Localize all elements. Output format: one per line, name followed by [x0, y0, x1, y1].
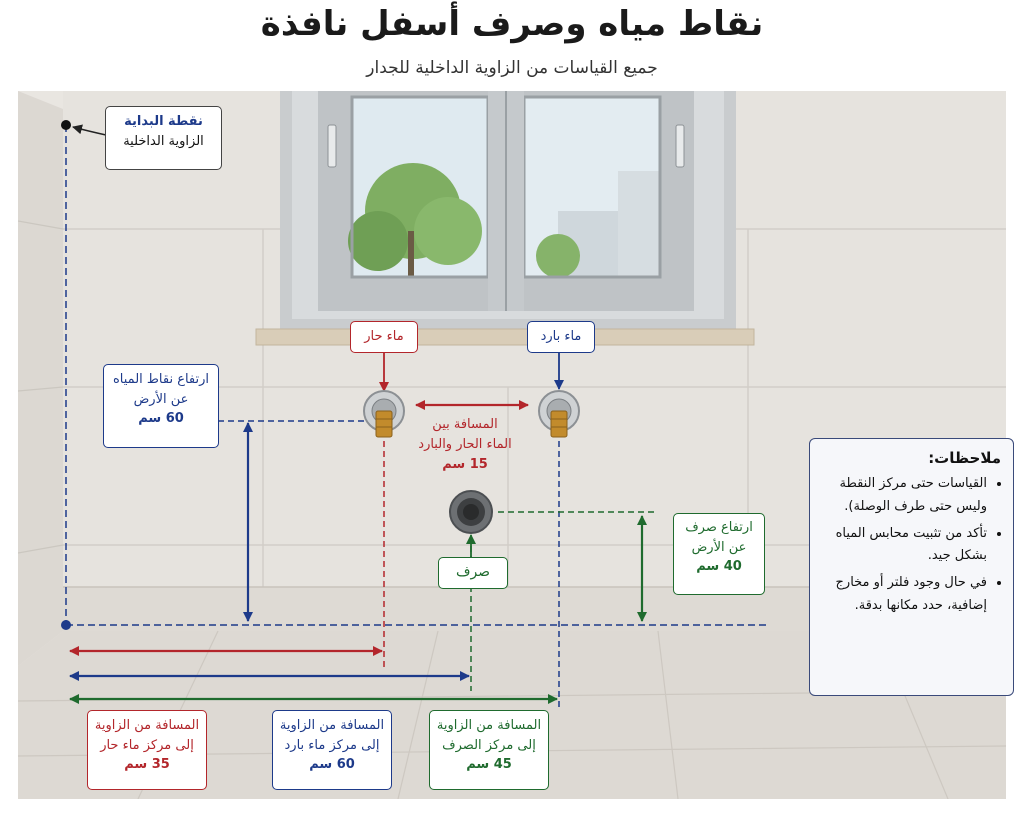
hot-cold-spacing-label: [405, 415, 525, 475]
notes-panel: [809, 438, 1014, 696]
drain-distance-value: 45 سم: [466, 757, 512, 772]
drain-height-value: 40 سم: [696, 559, 742, 574]
cold-distance-value: 60 سم: [309, 757, 355, 772]
drain-height-label: [673, 513, 765, 595]
water-height-line2: عن الأرض: [133, 391, 189, 407]
drain-height-line1: ارتفاع صرف: [685, 520, 753, 535]
water-height-label: [103, 364, 219, 448]
cold-distance-line2: إلى مركز ماء بارد: [284, 737, 380, 753]
hot-distance-label: [87, 710, 207, 790]
notes-item: • في حال وجود فلتر أو مخارج إضافية، حدد مكانها بدقة.: [822, 572, 987, 618]
drain-distance-label: [429, 710, 549, 790]
hot-water-label: ماء حار: [350, 321, 418, 353]
cold-distance-label: [272, 710, 392, 790]
spacing-line1: المسافة بين: [432, 417, 498, 432]
start-point-label: [105, 106, 222, 170]
cold-distance-line1: المسافة من الزاوية: [279, 718, 385, 733]
drain-height-line2: عن الأرض: [691, 539, 747, 555]
notes-list: [822, 473, 1001, 618]
drain-distance-line2: إلى مركز الصرف: [442, 737, 536, 753]
notes-title: ملاحظات:: [928, 449, 1001, 467]
spacing-value: 15 سم: [442, 457, 488, 473]
hot-distance-line2: إلى مركز ماء حار: [100, 737, 194, 753]
hot-distance-value: 35 سم: [124, 757, 170, 772]
notes-item: • تأكد من تثبيت محابس المياه بشكل جيد.: [822, 523, 987, 569]
page-subtitle: جميع القياسات من الزاوية الداخلية للجدار: [366, 58, 658, 78]
hot-distance-line1: المسافة من الزاوية: [94, 718, 200, 733]
cold-water-label: ماء بارد: [527, 321, 595, 353]
page-title: نقاط مياه وصرف أسفل نافذة: [260, 4, 764, 44]
drain-pipe: [450, 491, 492, 533]
drain-label: صرف: [438, 557, 508, 589]
water-height-line1: ارتفاع نقاط المياه: [112, 372, 210, 387]
start-point-subtitle: الزاوية الداخلية: [123, 133, 204, 149]
notes-item: • القياسات حتى مركز النقطة وليس حتى طرف الوصلة).: [822, 473, 987, 519]
start-point-title: نقطة البداية: [124, 114, 203, 129]
drain-distance-line1: المسافة من الزاوية: [436, 718, 542, 733]
water-height-value: 60 سم: [138, 411, 184, 426]
spacing-line2: الماء الحار والبارد: [418, 437, 512, 453]
